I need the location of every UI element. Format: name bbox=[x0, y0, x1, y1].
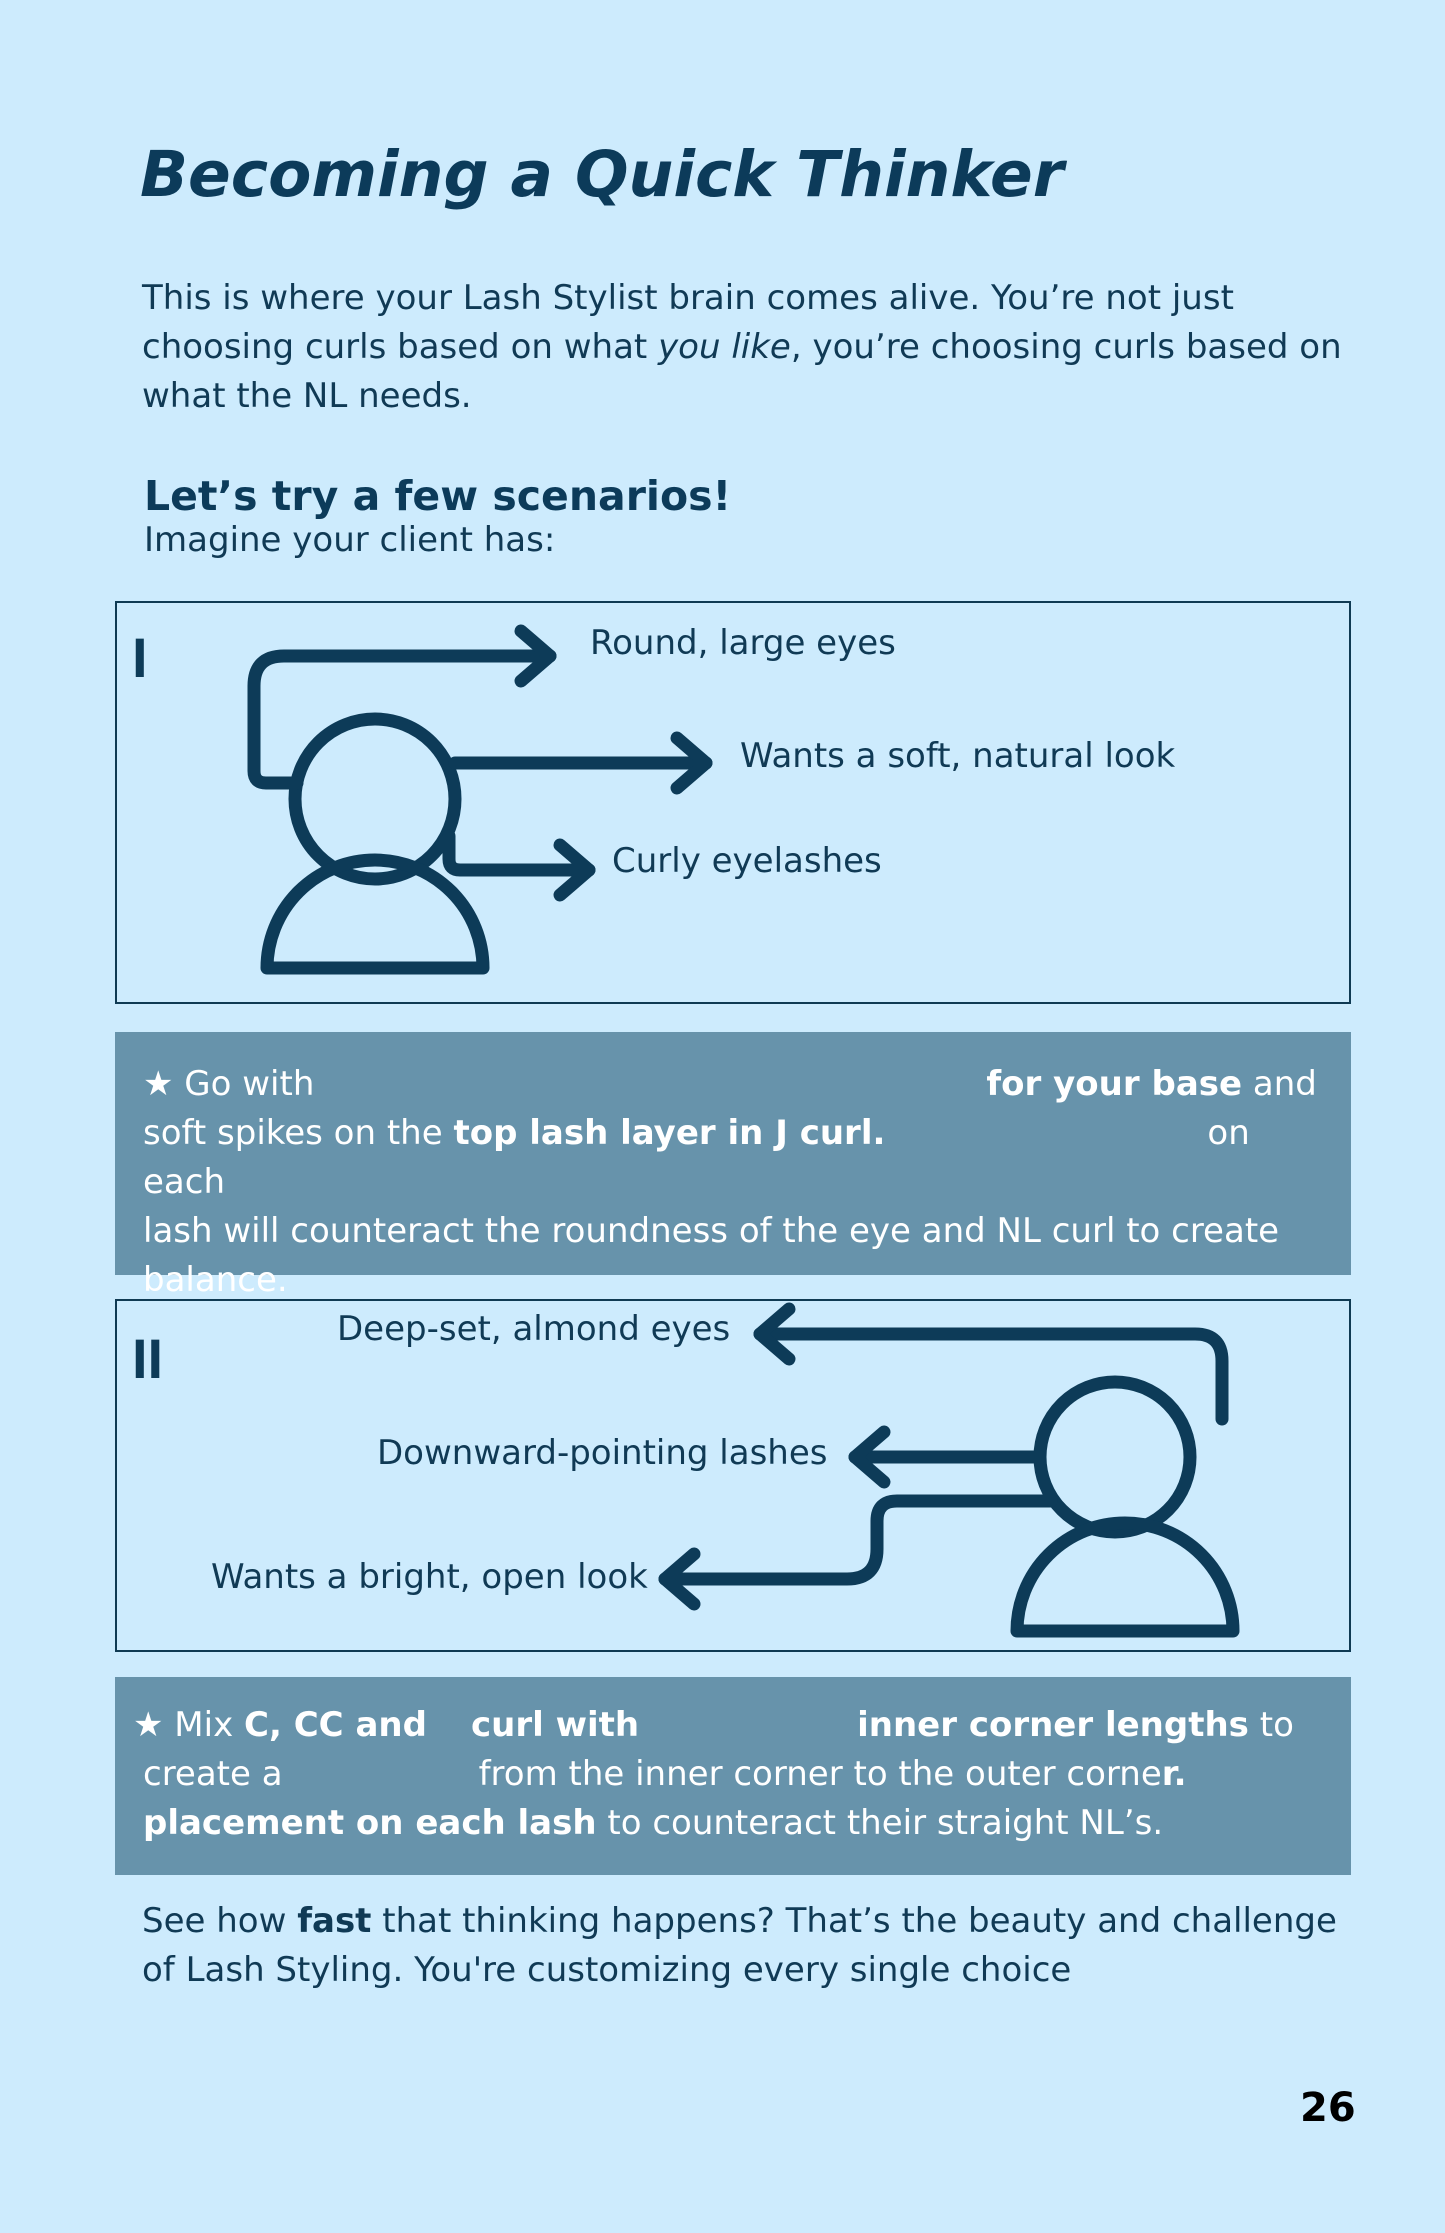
scenarios-subheading: Imagine your client has: bbox=[144, 520, 556, 560]
tip-1-text-c: soft spikes on the bbox=[143, 1113, 443, 1153]
intro-line-3: what the NL needs. bbox=[142, 376, 472, 416]
scenario-1-box bbox=[115, 601, 1351, 1004]
intro-paragraph bbox=[142, 274, 1342, 421]
tip-2-bold-c: inner corner lengths bbox=[857, 1705, 1249, 1745]
intro-italic-phrase: you like bbox=[658, 327, 791, 367]
intro-line-2-end: , you’re choosing curls based on bbox=[790, 327, 1342, 367]
client-figure-2-icon bbox=[117, 1301, 1353, 1654]
outro-text-b: that thinking happens? That’s the beauty and challenge bbox=[371, 1901, 1337, 1941]
outro-text-a: See how bbox=[142, 1901, 298, 1941]
page-title: Becoming a Quick Thinker bbox=[140, 138, 1064, 211]
tip-2-bold-d: r. bbox=[1161, 1754, 1187, 1794]
scenario-2-trait-3: Wants a bright, open look bbox=[211, 1557, 648, 1597]
intro-line-2-start: choosing curls based on what bbox=[142, 327, 659, 367]
tip-2-line-3 bbox=[143, 1799, 1323, 1848]
star-icon: ★ bbox=[133, 1705, 164, 1745]
tip-2-line-1 bbox=[133, 1701, 1323, 1750]
scenario-1-numeral: I bbox=[132, 626, 148, 689]
tip-1-bold-a: for your base bbox=[986, 1064, 1243, 1104]
star-icon: ★ bbox=[143, 1064, 174, 1104]
tip-2-text-d: from the inner corner to the outer corne bbox=[478, 1754, 1162, 1794]
outro-line-1 bbox=[142, 1897, 1342, 1946]
tip-2-bold-a: C, CC and bbox=[244, 1705, 427, 1745]
tip-2-text-b: to bbox=[1259, 1705, 1294, 1745]
scenario-2-numeral: II bbox=[132, 1327, 164, 1390]
scenario-2-tip bbox=[115, 1677, 1351, 1875]
tip-2-text-e: to counteract their straight NL’s. bbox=[607, 1803, 1164, 1843]
tip-2-line-2 bbox=[143, 1750, 1323, 1799]
intro-line-1: This is where your Lash Stylist brain comes alive. You’re not just bbox=[142, 278, 1234, 318]
tip-1-text-d: on each bbox=[143, 1113, 1250, 1202]
scenario-1-trait-1: Round, large eyes bbox=[590, 623, 896, 663]
page-number: 26 bbox=[1300, 2085, 1356, 2131]
tip-1-line-3: lash will counteract the roundness of the eye and NL curl to create bbox=[143, 1211, 1280, 1251]
scenario-1-trait-2: Wants a soft, natural look bbox=[740, 736, 1176, 776]
outro-line-2: of Lash Styling. You're customizing every single choice bbox=[142, 1950, 1072, 1990]
tip-1-line-4: balance. bbox=[143, 1260, 288, 1300]
tip-1-text-a: Go with bbox=[184, 1064, 315, 1104]
tip-2-bold-b: curl with bbox=[470, 1705, 640, 1745]
tip-1-line-1 bbox=[143, 1060, 1323, 1109]
scenario-1-tip bbox=[115, 1032, 1351, 1300]
tip-1-bold-b: top lash layer in J curl. bbox=[453, 1113, 886, 1153]
scenario-1-trait-3: Curly eyelashes bbox=[612, 841, 882, 881]
scenarios-heading: Let’s try a few scenarios! bbox=[144, 472, 732, 520]
tip-1-text-b: and bbox=[1252, 1064, 1317, 1104]
tip-2-text-a: Mix bbox=[174, 1705, 234, 1745]
scenario-2-box bbox=[115, 1299, 1351, 1652]
outro-paragraph bbox=[142, 1897, 1342, 1995]
intro-line-2 bbox=[142, 323, 1342, 372]
scenario-2-trait-1: Deep-set, almond eyes bbox=[337, 1309, 731, 1349]
tip-1-line-2 bbox=[143, 1109, 1323, 1207]
tip-2-bold-e: placement on each lash bbox=[143, 1803, 597, 1843]
scenario-2-trait-2: Downward-pointing lashes bbox=[377, 1433, 828, 1473]
tip-2-text-c: create a bbox=[143, 1754, 283, 1794]
outro-bold: fast bbox=[297, 1901, 372, 1941]
client-figure-1-icon bbox=[117, 603, 1353, 1006]
